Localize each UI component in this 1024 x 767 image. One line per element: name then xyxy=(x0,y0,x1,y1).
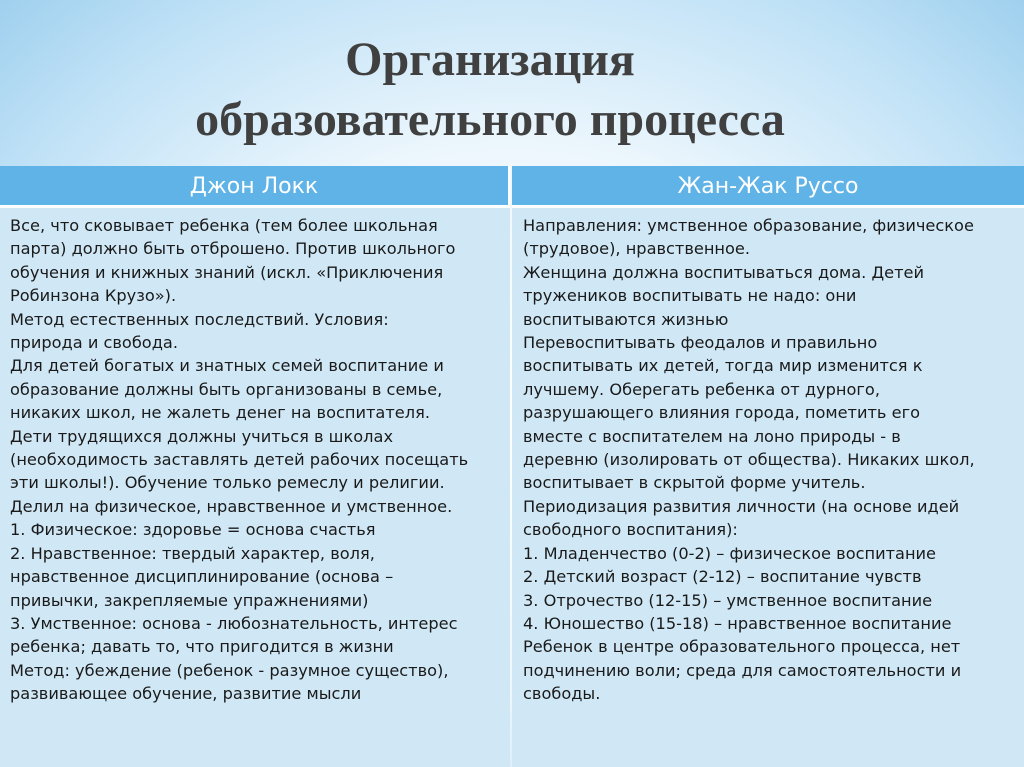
locke-text-line: 2. Нравственное: твердый характер, воля, xyxy=(10,543,375,563)
rousseau-text-line: 4. Юношество (15-18) – нравственное воспитание xyxy=(523,613,952,633)
rousseau-text-line: разрушающего влияния города, пометить его xyxy=(523,403,920,423)
locke-text-line: никаких школ, не жалеть денег на воспитателя. xyxy=(10,403,430,423)
locke-text-line: Для детей богатых и знатных семей воспитание и xyxy=(10,356,444,376)
locke-text-line: образование должны быть организованы в семье, xyxy=(10,379,443,399)
locke-text-line: развивающее обучение, развитие мысли xyxy=(10,684,362,704)
rousseau-text-line: воспитывает в скрытой форме учитель. xyxy=(523,473,866,493)
locke-text-line: 1. Физическое: здоровье = основа счастья xyxy=(10,520,376,540)
locke-text-line: 3. Умственное: основа - любознательность, интерес xyxy=(10,613,458,633)
rousseau-text-line: (трудовое), нравственное. xyxy=(523,239,751,259)
locke-text-line: Робинзона Крузо»). xyxy=(10,286,177,306)
locke-text-line: Дети трудящихся должны учиться в школах xyxy=(10,426,394,446)
locke-text-line: ребенка; давать то, что пригодится в жизни xyxy=(10,637,394,657)
locke-text-line: обучения и книжных знаний (искл. «Приключения xyxy=(10,262,444,282)
rousseau-text-line: подчинению воли; среда для самостоятельности и xyxy=(523,660,962,680)
rousseau-text-line: свободы. xyxy=(523,684,601,704)
comparison-table xyxy=(0,166,1024,767)
column-header-rousseau: Жан-Жак Руссо xyxy=(512,166,1024,208)
rousseau-text-line: 2. Детский возраст (2-12) – воспитание чувств xyxy=(523,567,922,587)
rousseau-text-line: тружеников воспитывать не надо: они xyxy=(523,286,857,306)
locke-text-line: Метод естественных последствий. Условия: xyxy=(10,309,389,329)
locke-cell xyxy=(0,208,510,767)
locke-text-line: природа и свобода. xyxy=(10,333,178,353)
rousseau-text-line: Перевоспитывать феодалов и правильно xyxy=(523,333,878,353)
slide-title xyxy=(0,30,980,150)
slide-title-line-1: Организация xyxy=(345,33,635,86)
rousseau-text-line: Женщина должна воспитываться дома. Детей xyxy=(523,262,924,282)
rousseau-text-line: деревню (изолировать от общества). Никаких школ, xyxy=(523,450,975,470)
rousseau-text-line: свободного воспитания): xyxy=(523,520,738,540)
column-header-locke: Джон Локк xyxy=(0,166,510,208)
locke-text-line: эти школы!). Обучение только ремеслу и религии. xyxy=(10,473,445,493)
rousseau-text-line: 1. Младенчество (0-2) – физическое воспитание xyxy=(523,543,937,563)
rousseau-text-line: Ребенок в центре образовательного процесса, нет xyxy=(523,637,961,657)
locke-text-line: (необходимость заставлять детей рабочих посещать xyxy=(10,450,469,470)
locke-text-line: парта) должно быть отброшено. Против школьного xyxy=(10,239,456,259)
slide-title-line-2: образовательного процесса xyxy=(195,93,785,146)
rousseau-cell xyxy=(512,208,1024,767)
rousseau-text-line: лучшему. Оберегать ребенка от дурного, xyxy=(523,379,880,399)
rousseau-text-line: 3. Отрочество (12-15) – умственное воспитание xyxy=(523,590,933,610)
locke-text-line: Делил на физическое, нравственное и умственное. xyxy=(10,496,453,516)
rousseau-text-line: Периодизация развития личности (на основе идей xyxy=(523,496,960,516)
locke-text-line: нравственное дисциплинирование (основа – xyxy=(10,567,394,587)
rousseau-text-line: воспитывать их детей, тогда мир изменится к xyxy=(523,356,923,376)
rousseau-text-line: вместе с воспитателем на лоно природы - в xyxy=(523,426,901,446)
locke-text-line: Все, что сковывает ребенка (тем более школьная xyxy=(10,216,438,235)
locke-text-line: Метод: убеждение (ребенок - разумное существо), xyxy=(10,660,449,680)
rousseau-text-line: Направления: умственное образование, физическое xyxy=(523,216,974,235)
locke-text-line: привычки, закрепляемые упражнениями) xyxy=(10,590,369,610)
rousseau-text-line: воспитываются жизнью xyxy=(523,309,729,329)
